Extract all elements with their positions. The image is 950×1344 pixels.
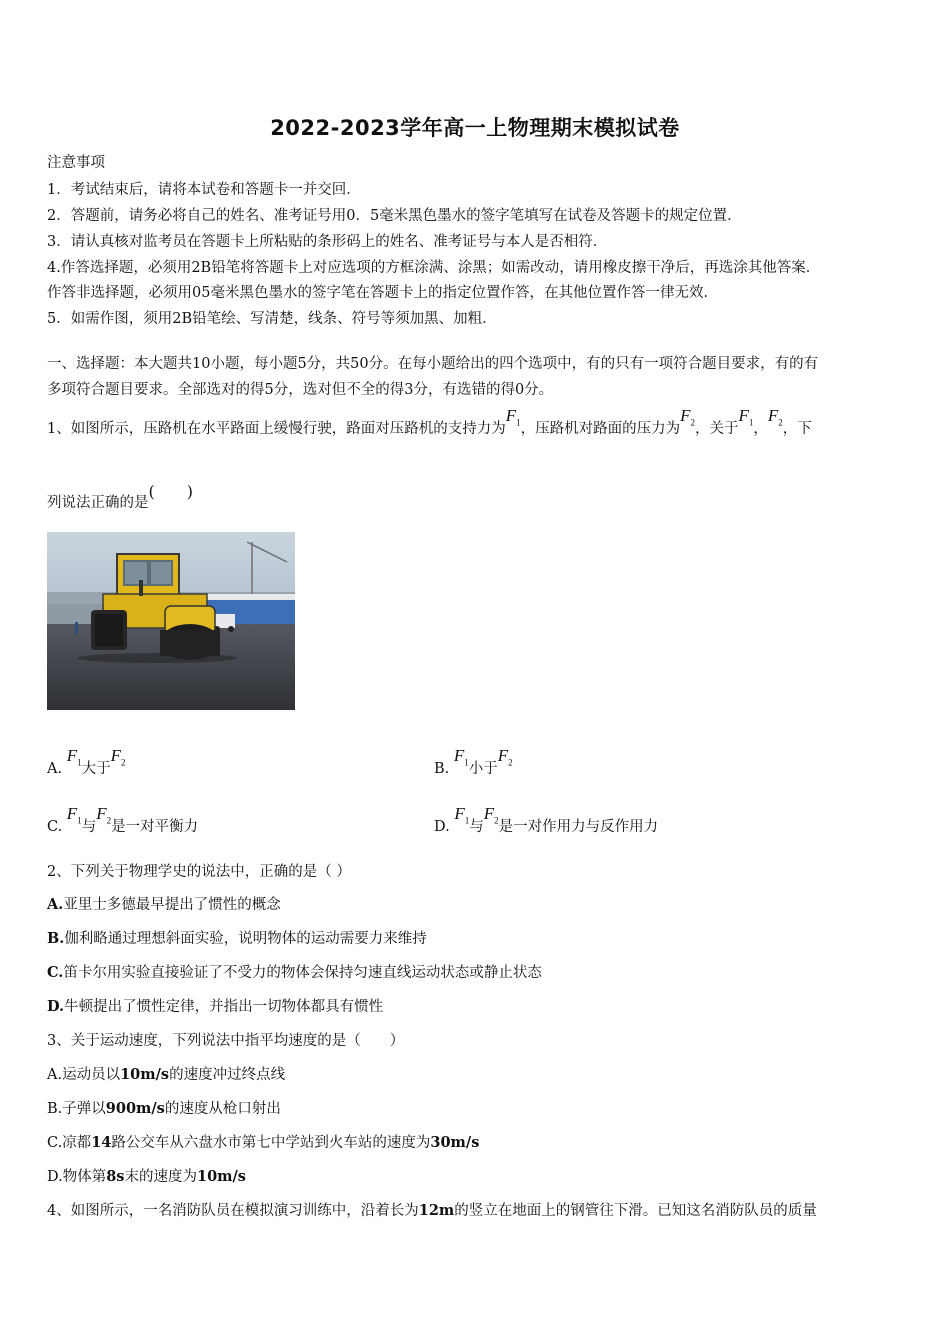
option-label: D. bbox=[434, 819, 450, 835]
q2-option-b[interactable] bbox=[47, 927, 427, 948]
notice-item-3: 3．请认真核对监考员在答题卡上所粘贴的条形码上的姓名、准考证号与本人是否相符． bbox=[47, 234, 608, 250]
f1-symbol: $F_1$ bbox=[505, 406, 521, 428]
option-label: B. bbox=[47, 930, 65, 947]
option-value: 30m/s bbox=[430, 1134, 480, 1151]
q4-text-1: 4、如图所示，一名消防队员在模拟演习训练中，沿着长为 bbox=[47, 1203, 419, 1219]
q3-option-c[interactable] bbox=[47, 1131, 479, 1152]
f1-symbol: $F_1$ bbox=[453, 746, 469, 768]
notice-item-5: 5．如需作图，须用2B铅笔绘、写清楚，线条、符号等须加黑、加粗． bbox=[47, 311, 497, 327]
f1-symbol: $F_1$ bbox=[66, 804, 82, 826]
option-value: 10m/s bbox=[120, 1066, 170, 1083]
answer-parens: ( ) bbox=[148, 482, 193, 501]
option-text: D.物体第 bbox=[47, 1169, 107, 1185]
f1-symbol: $F_1$ bbox=[454, 804, 470, 826]
option-label: C. bbox=[47, 964, 64, 981]
road-roller-photo bbox=[47, 532, 295, 710]
f2-symbol: $F_2$ bbox=[680, 406, 696, 428]
option-text: 伽利略通过理想斜面实验，说明物体的运动需要力来维持 bbox=[64, 931, 427, 947]
q1-option-c[interactable] bbox=[47, 804, 199, 837]
q2-option-c[interactable] bbox=[47, 961, 542, 982]
notice-heading: 注意事项 bbox=[47, 155, 105, 171]
option-text-end: 是一对平衡力 bbox=[111, 819, 199, 835]
option-label: B. bbox=[434, 761, 450, 777]
q1-text-5: 列说法正确的是 bbox=[47, 495, 149, 511]
option-label: A. bbox=[47, 896, 64, 913]
option-number: 8s bbox=[106, 1168, 125, 1185]
option-text: 笛卡尔用实验直接验证了不受力的物体会保持匀速直线运动状态或静止状态 bbox=[63, 965, 542, 981]
page-title: 2022-2023学年高一上物理期末模拟试卷 bbox=[270, 116, 680, 140]
option-text-end: 的速度冲过终点线 bbox=[169, 1067, 286, 1083]
q2-option-a[interactable] bbox=[47, 893, 281, 914]
option-text-end: 的速度从枪口射出 bbox=[164, 1101, 281, 1117]
q3-option-d[interactable] bbox=[47, 1165, 246, 1186]
notice-item-4: 4.作答选择题，必须用2B铅笔将答题卡上对应选项的方框涂满、涂黑；如需改动，请用橡皮擦干净后，再选涂其他答案． bbox=[47, 260, 821, 276]
option-text: B.子弹以 bbox=[47, 1101, 106, 1117]
section-intro-line2: 多项符合题目要求。全部选对的得5分，选对但不全的得3分，有选错的得0分。 bbox=[47, 382, 554, 398]
notice-item-2: 2．答题前，请务必将自己的姓名、准考证号用0．5毫米黑色墨水的签字笔填写在试卷及答题卡的规定位置． bbox=[47, 208, 742, 224]
q1-text-3: ，关于 bbox=[695, 421, 739, 437]
q4-text-2: 的竖立在地面上的钢管往下滑。已知这名消防队员的质量 bbox=[454, 1203, 817, 1219]
section-intro-line1: 一、选择题：本大题共10小题，每小题5分，共50分。在每小题给出的四个选项中，有的只有一项符合题目要求，有的有 bbox=[47, 356, 819, 372]
question-1-stem bbox=[47, 406, 812, 439]
f1-symbol: $F_1$ bbox=[66, 746, 82, 768]
question-2-stem: 2、下列关于物理学史的说法中，正确的是（ ） bbox=[47, 864, 351, 880]
option-value: 10m/s bbox=[196, 1168, 246, 1185]
q1-text-4: ，下 bbox=[782, 421, 812, 437]
road-roller-image bbox=[47, 532, 295, 710]
f1-symbol: $F_1$ bbox=[738, 406, 754, 428]
option-text: A.运动员以 bbox=[47, 1067, 121, 1083]
question-4-stem bbox=[47, 1199, 817, 1220]
option-text: C.凉都 bbox=[47, 1135, 92, 1151]
option-text: 大于 bbox=[81, 761, 111, 777]
q3-option-a[interactable] bbox=[47, 1063, 285, 1084]
f2-symbol: $F_2$ bbox=[767, 406, 783, 428]
option-text-mid: 路公交车从六盘水市第七中学站到火车站的速度为 bbox=[111, 1135, 431, 1151]
f2-symbol: $F_2$ bbox=[110, 746, 126, 768]
option-label: C. bbox=[47, 819, 63, 835]
notice-item-1: 1．考试结束后，请将本试卷和答题卡一并交回． bbox=[47, 182, 361, 198]
option-label: D. bbox=[47, 998, 65, 1015]
q1-option-d[interactable] bbox=[434, 804, 659, 837]
f2-symbol: $F_2$ bbox=[483, 804, 499, 826]
q1-text-2: ，压路机对路面的压力为 bbox=[520, 421, 681, 437]
question-1-stem-cont bbox=[47, 482, 193, 512]
option-number: 14 bbox=[91, 1134, 112, 1151]
q2-option-d[interactable] bbox=[47, 995, 383, 1016]
option-value: 900m/s bbox=[105, 1100, 165, 1117]
option-label: A. bbox=[47, 761, 63, 777]
q1-option-b[interactable] bbox=[434, 746, 513, 779]
option-text: 与 bbox=[469, 819, 484, 835]
option-text: 亚里士多德最早提出了惯性的概念 bbox=[63, 897, 281, 913]
option-text: 小于 bbox=[468, 761, 498, 777]
notice-item-4-cont: 作答非选择题，必须用05毫米黑色墨水的签字笔在答题卡上的指定位置作答，在其他位置作答一律无效． bbox=[47, 285, 718, 301]
f2-symbol: $F_2$ bbox=[96, 804, 112, 826]
question-3-stem: 3、关于运动速度，下列说法中指平均速度的是（ ） bbox=[47, 1033, 405, 1049]
q1-text-1: 1、如图所示，压路机在水平路面上缓慢行驶，路面对压路机的支持力为 bbox=[47, 421, 506, 437]
q1-sep: ， bbox=[753, 421, 768, 437]
f2-symbol: $F_2$ bbox=[497, 746, 513, 768]
option-text-mid: 末的速度为 bbox=[124, 1169, 197, 1185]
option-text-end: 是一对作用力与反作用力 bbox=[498, 819, 659, 835]
option-text: 牛顿提出了惯性定律，并指出一切物体都具有惯性 bbox=[64, 999, 384, 1015]
q4-value: 12m bbox=[418, 1202, 455, 1219]
option-text: 与 bbox=[81, 819, 97, 835]
q3-option-b[interactable] bbox=[47, 1097, 281, 1118]
q1-option-a[interactable] bbox=[47, 746, 126, 779]
